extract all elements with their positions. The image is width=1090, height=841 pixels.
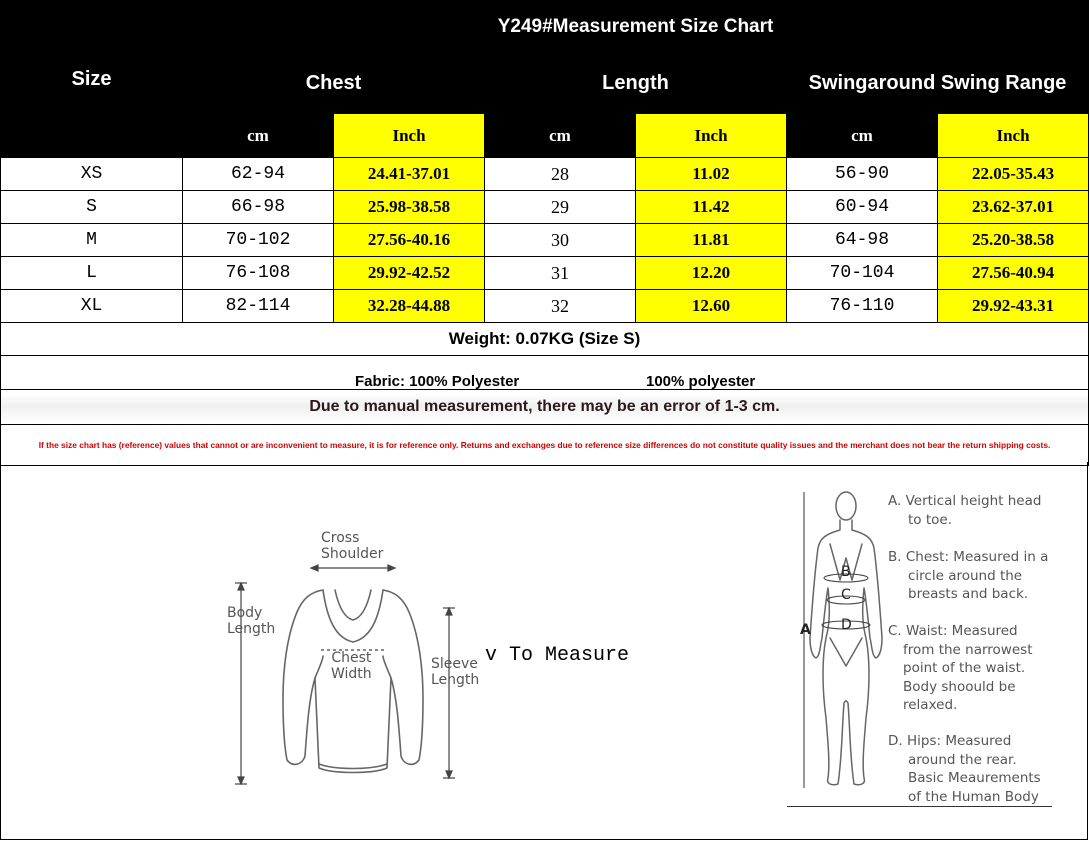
chest-inch-cell: 25.98-38.58 [334, 191, 485, 224]
legend-d: D. Hips: Measured around the rear. Basic Meaurements of the Human Body [888, 733, 1041, 805]
swing-cm-cell: 64-98 [787, 224, 938, 257]
swing-cm-cell: 70-104 [787, 257, 938, 290]
label-d: D [841, 617, 852, 633]
unit-inch: Inch [938, 114, 1089, 158]
table-row [1, 191, 1089, 224]
table-row [1, 224, 1089, 257]
swing-cm-cell: 56-90 [787, 158, 938, 191]
unit-inch: Inch [636, 114, 787, 158]
fabric-label: Fabric: 100% Polyester [355, 372, 520, 390]
legend-a: A. Vertical height head to toe. [888, 493, 1042, 528]
chest-inch-cell: 27.56-40.16 [334, 224, 485, 257]
chest-cm-cell: 70-102 [183, 224, 334, 257]
sleeve-length-label: Sleeve Length [431, 656, 480, 688]
label-b: B [841, 564, 851, 580]
table-row [1, 290, 1089, 323]
length-inch-cell: 11.42 [636, 191, 787, 224]
chest-cm-cell: 82-114 [183, 290, 334, 323]
table-row [1, 158, 1089, 191]
size-cell: XL [1, 290, 183, 323]
chest-cm-cell: 66-98 [183, 191, 334, 224]
unit-cm: cm [485, 114, 636, 158]
length-cm-cell: 28 [485, 158, 636, 191]
size-cell: XS [1, 158, 183, 191]
how-to-measure-heading: v To Measure [485, 644, 630, 667]
swing-inch-cell: 27.56-40.94 [938, 257, 1089, 290]
fabric-info [1, 356, 1089, 390]
swing-inch-cell: 22.05-35.43 [938, 158, 1089, 191]
swing-cm-cell: 76-110 [787, 290, 938, 323]
swing-inch-cell: 25.20-38.58 [938, 224, 1089, 257]
unit-cm: cm [183, 114, 334, 158]
chest-cm-cell: 62-94 [183, 158, 334, 191]
length-inch-cell: 12.20 [636, 257, 787, 290]
swing-cm-cell: 60-94 [787, 191, 938, 224]
length-cm-cell: 32 [485, 290, 636, 323]
length-cm-cell: 31 [485, 257, 636, 290]
weight-info: Weight: 0.07KG (Size S) [1, 323, 1089, 356]
unit-inch: Inch [334, 114, 485, 158]
length-inch-cell: 11.02 [636, 158, 787, 191]
chest-inch-cell: 32.28-44.88 [334, 290, 485, 323]
swing-inch-cell: 23.62-37.01 [938, 191, 1089, 224]
length-inch-cell: 11.81 [636, 224, 787, 257]
size-cell: M [1, 224, 183, 257]
chest-cm-cell: 76-108 [183, 257, 334, 290]
group-swing-range: Swingaround Swing Range [787, 54, 1089, 114]
table-row [1, 257, 1089, 290]
chest-inch-cell: 24.41-37.01 [334, 158, 485, 191]
size-cell: S [1, 191, 183, 224]
cross-shoulder-label: Cross Shoulder [321, 530, 384, 562]
legend-b: B. Chest: Measured in a circle around the breasts and back. [888, 549, 1049, 602]
length-inch-cell: 12.60 [636, 290, 787, 323]
unit-cm: cm [787, 114, 938, 158]
chest-inch-cell: 29.92-42.52 [334, 257, 485, 290]
measurement-disclaimer: Due to manual measurement, there may be an error of 1-3 cm. [1, 390, 1089, 425]
size-header: Size [1, 1, 183, 158]
chest-width-label: Chest Width [331, 650, 372, 682]
fabric-value: 100% polyester [646, 372, 756, 390]
label-c: C [841, 587, 851, 603]
legend-c: C. Waist: Measured from the narrowest point of the waist. Body shoould be relaxed. [888, 623, 1033, 713]
body-length-label: Body Length [227, 605, 276, 637]
how-to-measure-panel [0, 462, 1088, 840]
size-cell: L [1, 257, 183, 290]
human-body-figure [796, 488, 896, 798]
length-cm-cell: 29 [485, 191, 636, 224]
reference-note: If the size chart has (reference) values that cannot or are inconvenient to measure, it is for reference only. Returns and exchanges due to reference size differences do not constitute quality issues and the merchant does not bear the return shipping costs. [1, 425, 1089, 466]
chart-title: Y249#Measurement Size Chart [183, 1, 1089, 54]
group-chest: Chest [183, 54, 485, 114]
swing-inch-cell: 29.92-43.31 [938, 290, 1089, 323]
group-length: Length [485, 54, 787, 114]
label-a: A [800, 622, 811, 638]
figure-baseline [787, 806, 1052, 807]
length-cm-cell: 30 [485, 224, 636, 257]
